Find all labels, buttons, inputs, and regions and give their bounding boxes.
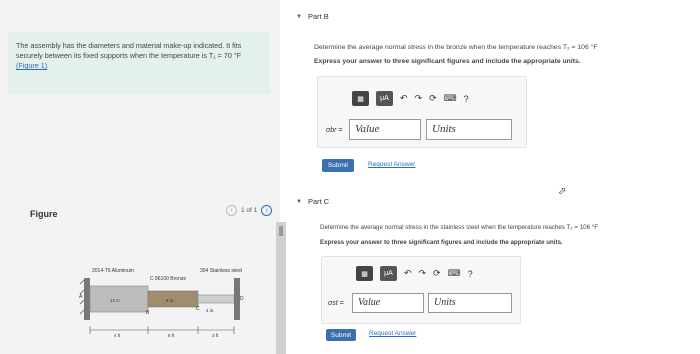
steel-segment	[198, 295, 234, 303]
problem-statement	[8, 32, 270, 94]
bronze-length-label: 6 ft	[168, 333, 175, 338]
problem-pane	[0, 0, 280, 354]
part-c-symbol: σst =	[328, 300, 344, 307]
figure-pager	[226, 205, 272, 216]
part-c-units-input[interactable]: Units	[428, 293, 512, 313]
point-d-label: D	[240, 296, 244, 302]
reset-icon[interactable]: ⟳	[433, 268, 441, 278]
part-b-toolbar	[352, 91, 469, 106]
part-c-title: Part C	[307, 197, 330, 206]
part-b-instruction: Express your answer to three significant figures and include the appropriate units.	[314, 58, 581, 65]
part-b-prompt: Determine the average normal stress in the bronze when the temperature reaches T₂ = 106 °F	[314, 44, 598, 51]
part-c-toolbar	[356, 266, 473, 281]
figure-link[interactable]: (Figure 1)	[16, 61, 48, 70]
part-c-header[interactable]	[296, 197, 329, 206]
part-b-title: Part B	[307, 12, 329, 21]
keyboard-icon[interactable]: ⌨	[447, 268, 461, 278]
reset-icon[interactable]: ⟳	[429, 93, 437, 103]
steel-label: 304 Stainless steel	[200, 268, 242, 274]
undo-icon[interactable]: ↶	[400, 93, 408, 103]
part-b-header[interactable]	[296, 12, 329, 21]
templates-button[interactable]: ▦	[352, 91, 369, 106]
figure-heading: Figure	[30, 209, 58, 219]
aluminum-diameter-label: 12 in.	[110, 298, 122, 303]
point-b-label: B	[146, 310, 150, 316]
collapse-caret-icon[interactable]: ▼	[296, 198, 302, 205]
problem-intro-text: The assembly has the diameters and material make-up indicated. It fits securely between its fixed supports when the temperature is T₁ = 70 °F	[16, 41, 242, 60]
part-c-request-answer-link[interactable]: Request Answer	[369, 330, 417, 337]
aluminum-label: 2014-T6 Aluminum	[92, 268, 134, 274]
steel-diameter-label: 4 in.	[206, 308, 215, 313]
part-b-request-answer-link[interactable]: Request Answer	[368, 161, 416, 168]
redo-icon[interactable]: ↷	[418, 268, 427, 278]
aluminum-length-label: 4 ft	[114, 333, 121, 338]
steel-length-label: 3 ft	[212, 333, 219, 338]
figure-page-count: 1 of 1	[241, 207, 258, 214]
redo-icon[interactable]: ↷	[414, 93, 423, 103]
part-b-units-input[interactable]: Units	[426, 119, 512, 140]
point-c-label: C	[196, 306, 200, 312]
part-c-instruction: Express your answer to three significant figures and include the appropriate units.	[320, 239, 563, 246]
help-icon[interactable]: ?	[467, 268, 473, 279]
part-c-value-input[interactable]: Value	[352, 293, 424, 313]
collapse-caret-icon[interactable]: ▼	[296, 13, 302, 20]
templates-button[interactable]: ▦	[356, 266, 373, 281]
pane-divider[interactable]	[276, 222, 286, 354]
prev-figure-button[interactable]: ‹	[226, 205, 237, 216]
units-button[interactable]: μA	[380, 266, 397, 281]
answer-pane	[290, 0, 700, 354]
part-b-submit-button[interactable]: Submit	[322, 159, 354, 172]
mouse-cursor-icon: ⬀	[558, 186, 567, 197]
part-c-submit-button[interactable]: Submit	[326, 329, 356, 341]
next-figure-button[interactable]: ›	[261, 205, 272, 216]
point-a-label: A	[79, 294, 83, 300]
part-b-value-input[interactable]: Value	[349, 119, 421, 140]
assembly-figure	[70, 250, 270, 340]
undo-icon[interactable]: ↶	[404, 268, 412, 278]
bronze-label: C 86100 Bronze	[150, 276, 187, 282]
part-b-symbol: σbr =	[326, 127, 343, 134]
part-c-prompt: Determine the average normal stress in the stainless steel when the temperature reaches T₂ = 106 °F	[320, 224, 599, 231]
bronze-diameter-label: 8 in.	[166, 298, 175, 303]
divider-handle[interactable]	[279, 226, 283, 236]
left-support	[84, 278, 90, 320]
help-icon[interactable]: ?	[463, 93, 469, 104]
units-button[interactable]: μA	[376, 91, 393, 106]
keyboard-icon[interactable]: ⌨	[443, 93, 457, 103]
